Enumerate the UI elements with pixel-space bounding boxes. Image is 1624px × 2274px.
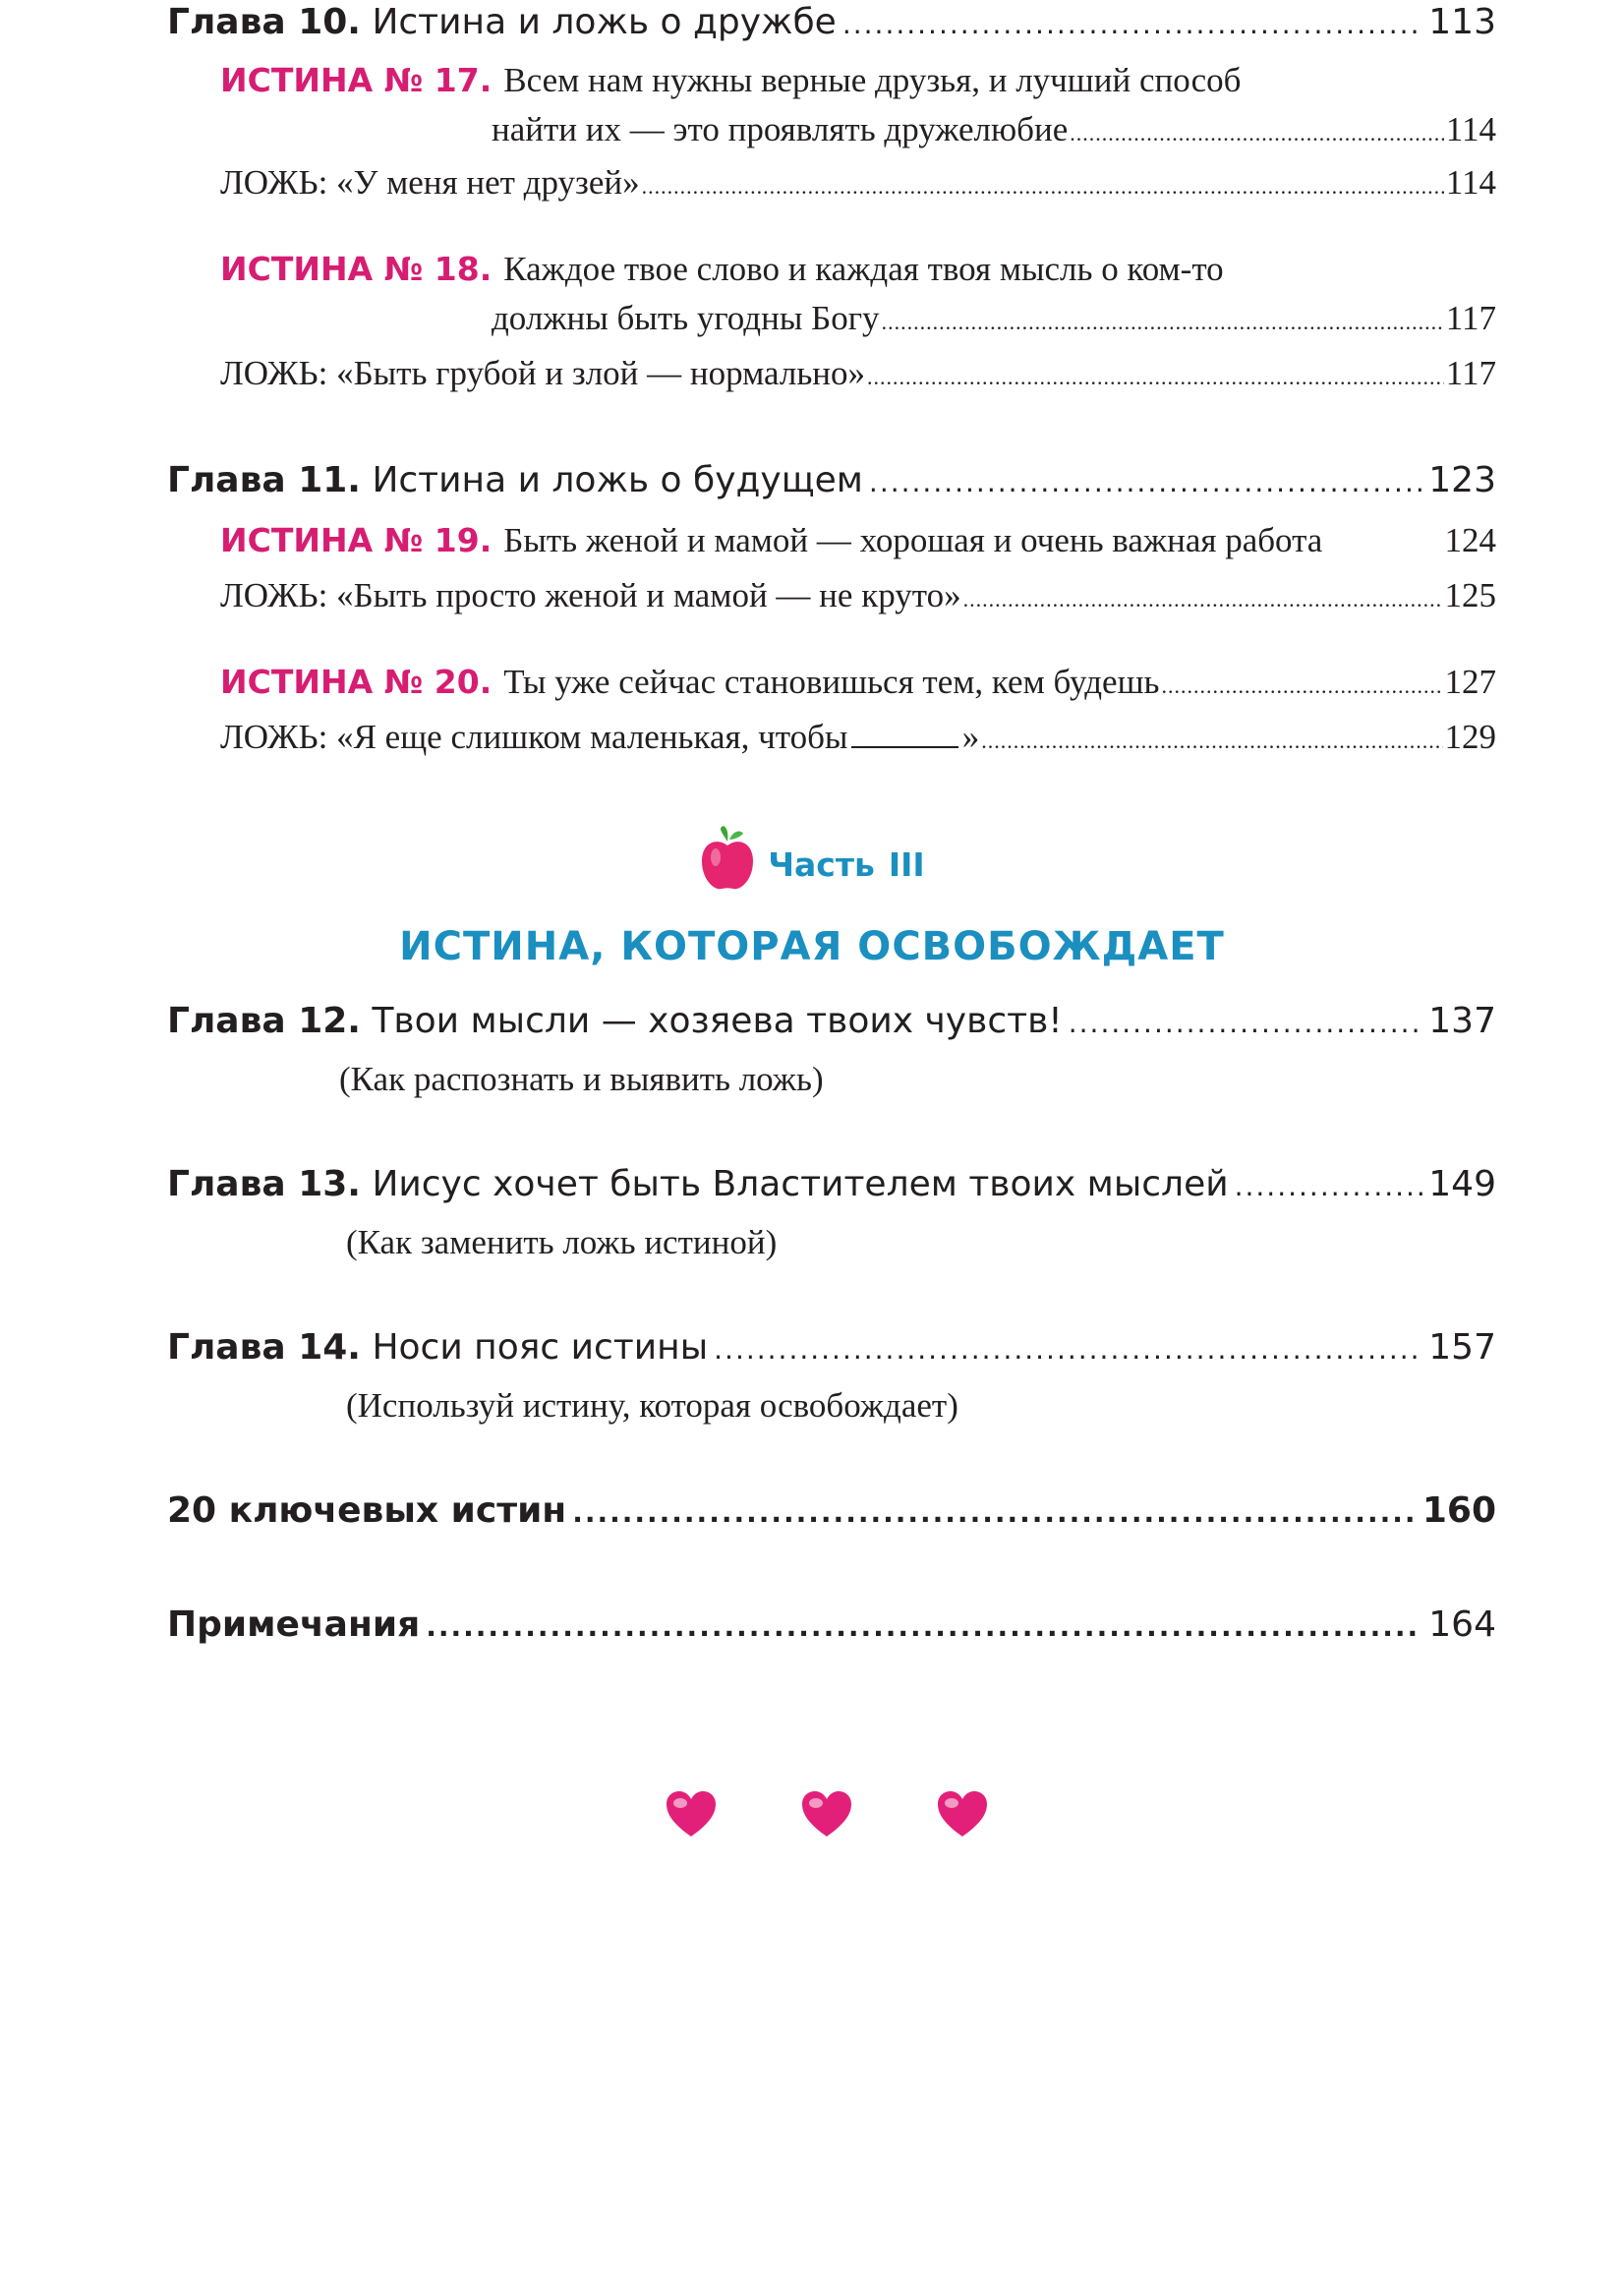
truth-text: должны быть угодны Богу — [492, 299, 880, 337]
toc-entry-key-truths — [0, 1490, 1624, 1531]
lie-text: ЛОЖЬ: «Быть просто женой и мамой — не круто» — [220, 576, 961, 614]
toc-entry-truth-17-line1 — [0, 61, 1624, 100]
toc-entry-chapter-12 — [0, 1001, 1624, 1041]
chapter-subtitle: (Как заменить ложь истиной) — [346, 1223, 778, 1261]
entry-title: 20 ключевых истин — [167, 1490, 567, 1531]
toc-entry-chapter-13 — [0, 1164, 1624, 1204]
truth-label: ИСТИНА № 19. — [220, 521, 493, 559]
page-number: 137 — [1428, 1001, 1496, 1041]
toc-entry-chapter-10 — [0, 2, 1624, 42]
page-number: 113 — [1428, 2, 1496, 42]
chapter-label: Глава 11. — [167, 460, 361, 500]
page-number: 149 — [1428, 1164, 1496, 1204]
toc-entry-chapter-11 — [0, 460, 1624, 500]
truth-label: ИСТИНА № 18. — [220, 250, 493, 288]
page-number: 114 — [1445, 110, 1496, 148]
part-title: ИСТИНА, КОТОРАЯ ОСВОБОЖДАЕТ — [399, 924, 1225, 969]
page-number: 117 — [1445, 299, 1496, 337]
heart-icon — [800, 1789, 853, 1838]
leader-dots — [963, 587, 1443, 612]
heart-icon — [665, 1789, 718, 1838]
toc-entry-chapter-14 — [0, 1327, 1624, 1368]
truth-label: ИСТИНА № 17. — [220, 61, 493, 99]
page-number: 123 — [1428, 460, 1496, 500]
chapter-label: Глава 14. — [167, 1327, 361, 1368]
lie-text-end: » — [961, 718, 980, 756]
toc-entry-lie-19 — [0, 576, 1624, 615]
chapter-label: Глава 10. — [167, 2, 361, 42]
truth-text: Быть женой и мамой — хорошая и очень важная работа — [503, 521, 1323, 559]
entry-title: Примечания — [167, 1604, 421, 1645]
leader-dots — [842, 8, 1422, 40]
toc-entry-truth-18-line1 — [0, 250, 1624, 289]
leader-dots — [1162, 673, 1443, 699]
leader-dots — [867, 365, 1444, 390]
truth-label: ИСТИНА № 20. — [220, 663, 493, 701]
toc-entry-truth-17-line2 — [0, 110, 1624, 149]
chapter-title: Твои мысли — хозяева твоих чувств! — [372, 1001, 1063, 1041]
part-number: III — [888, 845, 925, 884]
lie-text: ЛОЖЬ: «Быть грубой и злой — нормально» — [220, 354, 866, 392]
page-number: 114 — [1445, 163, 1496, 202]
chapter-label: Глава 13. — [167, 1164, 361, 1204]
chapter-title: Истина и ложь о будущем — [372, 460, 863, 500]
toc-entry-lie-20 — [0, 718, 1624, 757]
page-number: 157 — [1428, 1327, 1496, 1368]
leader-dots — [882, 310, 1444, 335]
page-number: 117 — [1445, 354, 1496, 392]
truth-text: Всем нам нужны верные друзья, и лучший способ — [503, 61, 1242, 99]
leader-dots — [1069, 1007, 1423, 1039]
part-heading — [0, 845, 1624, 884]
leader-dots — [642, 174, 1444, 200]
lie-text: ЛОЖЬ: «Я еще слишком маленькая, чтобы — [220, 718, 848, 756]
toc-entry-truth-18-line2 — [0, 299, 1624, 338]
fill-in-blank — [851, 721, 957, 748]
chapter-subtitle: (Используй истину, которая освобождает) — [346, 1386, 958, 1425]
leader-dots — [981, 729, 1442, 754]
page-number: 164 — [1428, 1604, 1496, 1645]
chapter-title: Иисус хочет быть Властителем твоих мыслей — [372, 1164, 1229, 1204]
heart-icon — [936, 1789, 989, 1838]
chapter-label: Глава 12. — [167, 1001, 361, 1041]
part-label: Часть — [768, 845, 875, 884]
page-number: 127 — [1444, 663, 1496, 701]
leader-dots — [869, 466, 1422, 498]
lie-text: ЛОЖЬ: «У меня нет друзей» — [220, 163, 640, 202]
leader-dots — [572, 1496, 1417, 1529]
page-number: 125 — [1444, 576, 1496, 614]
page-number: 160 — [1421, 1490, 1496, 1531]
toc-entry-lie-17 — [0, 163, 1624, 203]
chapter-subtitle: (Как распознать и выявить ложь) — [339, 1060, 824, 1098]
leader-dots — [426, 1610, 1422, 1643]
toc-entry-notes — [0, 1604, 1624, 1645]
chapter-title: Носи пояс истины — [372, 1327, 709, 1368]
truth-text: Ты уже сейчас становишься тем, кем будешь — [503, 663, 1160, 701]
leader-dots — [1070, 121, 1444, 146]
truth-text: Каждое твое слово и каждая твоя мысль о ком-то — [503, 250, 1224, 288]
toc-entry-truth-19 — [0, 521, 1624, 560]
page-number: 129 — [1444, 718, 1496, 756]
leader-dots — [714, 1333, 1422, 1366]
hearts-ornament — [0, 1789, 1624, 1848]
chapter-title: Истина и ложь о дружбе — [372, 2, 837, 42]
leader-dots — [1235, 1170, 1423, 1202]
toc-entry-lie-18 — [0, 354, 1624, 393]
toc-entry-truth-20 — [0, 663, 1624, 702]
truth-text: найти их — это проявлять дружелюбие — [492, 110, 1069, 148]
page-number: 124 — [1444, 521, 1496, 559]
